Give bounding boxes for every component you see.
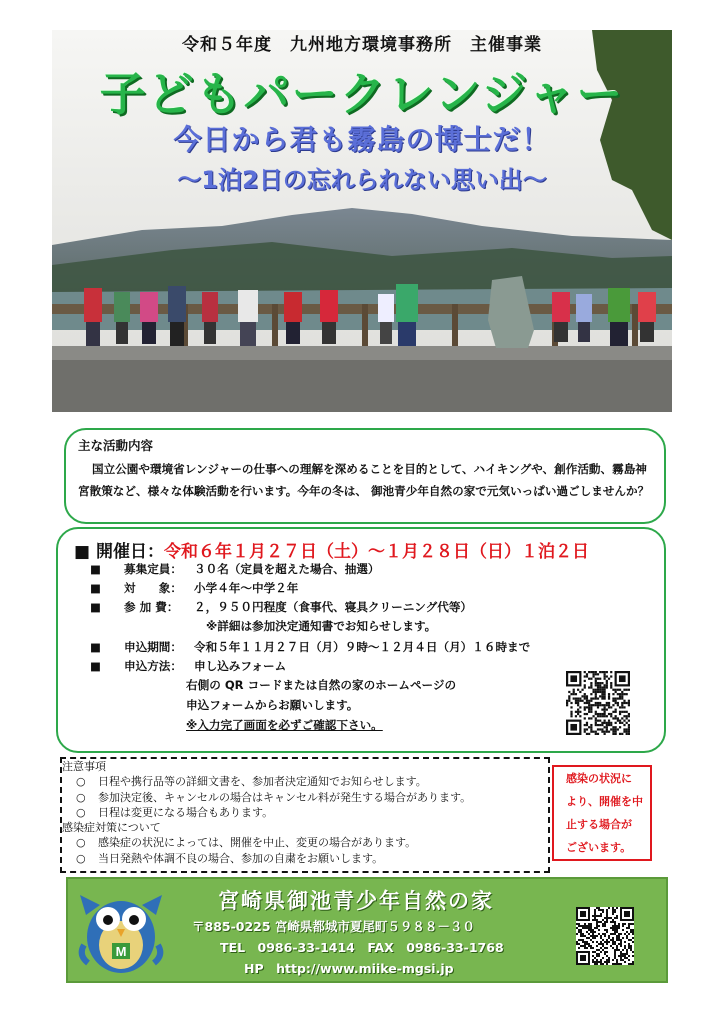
capacity-row: ■ 募集定員： ３０名（定員を超えた場合、抽選） (90, 562, 380, 576)
fee-row: ■ 参 加 費： ２，９５０円程度（食事代、寝具クリーニング代等） (90, 600, 473, 614)
event-date-label: ■ 開催日： (74, 542, 164, 562)
method-note: ※入力完了画面を必ずご確認下さい。 (186, 718, 383, 732)
website-qr-code[interactable] (576, 907, 634, 965)
subtitle-primary: 今日から君も霧島の博士だ！ (173, 123, 551, 156)
notes-item: ○ 日程は変更になる場合もあります。 (76, 805, 274, 819)
svg-text:M: M (115, 944, 127, 959)
method-line-2: 右側の QR コードまたは自然の家のホームページの (186, 678, 457, 692)
facility-address: 〒885-0225 宮崎県都城市夏尾町５９８８－３０ (192, 919, 475, 934)
warning-line: ございます。 (566, 841, 632, 854)
method-line-3: 申込フォームからお願いします。 (186, 698, 359, 712)
application-qr-code[interactable] (566, 671, 630, 735)
warning-line: 感染の状況に (566, 772, 632, 785)
notes-box (60, 757, 550, 873)
event-date-value: 令和６年１月２７日（土）～１月２８日（日）１泊２日 (163, 542, 589, 562)
infection-heading: 感染症対策について (62, 821, 161, 835)
warning-line: 止する場合が (566, 818, 632, 831)
facility-phone: TEL 0986-33-1414 FAX 0986-33-1768 (220, 940, 504, 955)
notes-item: ○ 参加決定後、キャンセルの場合はキャンセル料が発生する場合があります。 (76, 790, 472, 804)
fee-note: ※詳細は参加決定通知書でお知らせします。 (206, 619, 437, 633)
footer-contact (66, 877, 668, 983)
activities-heading: 主な活動内容 (78, 438, 154, 453)
infection-item: ○ 感染症の状況によっては、開催を中止、変更の場合があります。 (76, 836, 417, 850)
warning-line: より、開催を中 (566, 795, 643, 808)
organizer-line: 令和５年度 九州地方環境事務所 主催事業 (182, 35, 542, 55)
infection-item: ○ 当日発熱や体調不良の場合、参加の自粛をお願いします。 (76, 851, 384, 865)
owl-mascot-icon (78, 885, 164, 977)
activities-body: 国立公園や環境省レンジャーの仕事への理解を深めることを目的として、ハイキングや、創作活動、霧島神宮散策など、様々な体験活動を行います。今年の冬は、 御池青少年自然の家で元気いっぱい過ごしませんか？ (78, 462, 650, 498)
subtitle-secondary: ～1泊2日の忘れられない思い出～ (177, 166, 547, 194)
notes-heading: 注意事項 (62, 760, 106, 773)
period-row: ■ 申込期間： 令和５年１１月２７日（月）９時～１２月４日（月）１６時まで (90, 640, 531, 654)
event-date-line (74, 537, 589, 562)
facility-name: 宮崎県御池青少年自然の家 (218, 889, 494, 913)
event-details-box (56, 527, 666, 753)
facility-website[interactable]: HP http://www.miike-mgsi.jp (244, 961, 454, 976)
method-row: ■ 申込方法： 申し込みフォーム (90, 659, 287, 673)
cancellation-warning (552, 765, 652, 861)
activities-box (64, 428, 666, 524)
notes-item: ○ 日程や携行品等の詳細文書を、参加者決定通知でお知らせします。 (76, 775, 427, 789)
target-row: ■ 対 象： 小学４年～中学２年 (90, 581, 299, 595)
page-title: 子どもパークレンジャー (99, 67, 625, 121)
